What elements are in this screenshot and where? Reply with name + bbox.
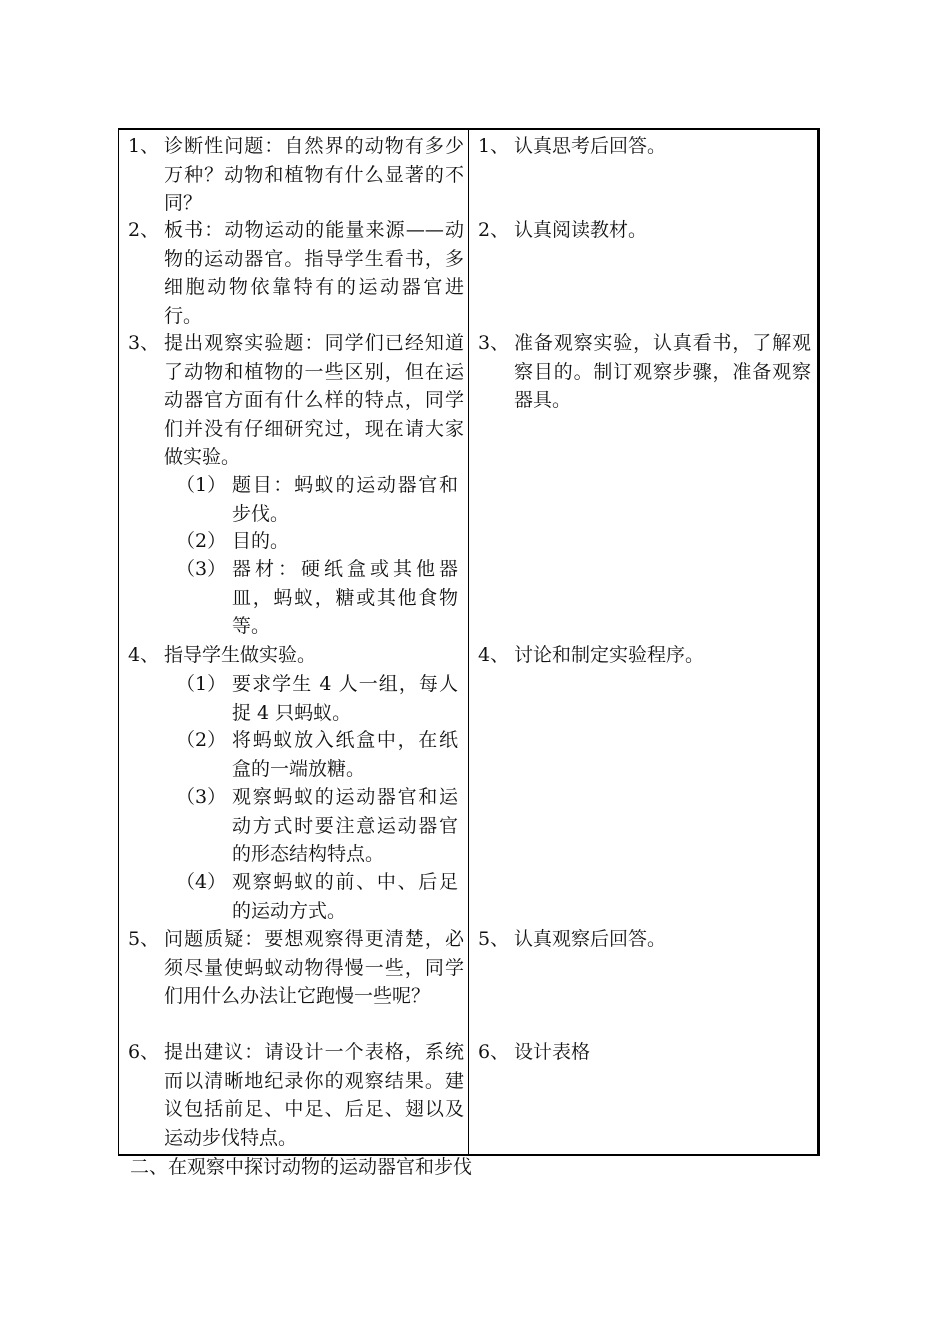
subitem-text: 题目：蚂蚁的运动器官和步伐。	[232, 474, 458, 525]
student-item-2	[478, 216, 811, 245]
subitem-text: 将蚂蚁放入纸盒中，在纸盒的一端放糖。	[232, 729, 458, 780]
subitem-number: （1）	[176, 474, 227, 496]
column-divider	[468, 128, 469, 1156]
subitem-number: （3）	[176, 786, 227, 808]
subitem-text: 器材：硬纸盒或其他器皿，蚂蚁，糖或其他食物等。	[232, 558, 458, 637]
item-text: 问题质疑：要想观察得更清楚，必须尽量使蚂蚁动物得慢一些，同学们用什么办法让它跑慢一些呢？	[164, 928, 464, 1007]
teacher-subitem-4-2	[176, 726, 458, 783]
subitem-number: （1）	[176, 673, 227, 695]
student-item-5	[478, 925, 811, 954]
item-text: 提出观察实验题：同学们已经知道了动物和植物的一些区别，但在运动器官方面有什么样的特点，同学们并没有仔细研究过，现在请大家做实验。	[164, 332, 464, 468]
item-text: 提出建议：请设计一个表格，系统而以清晰地纪录你的观察结果。建议包括前足、中足、后足、翅以及运动步伐特点。	[164, 1041, 464, 1149]
student-item-6	[478, 1038, 811, 1067]
item-text: 认真阅读教材。	[514, 219, 648, 241]
item-number: 1、	[478, 135, 510, 157]
item-number: 5、	[478, 928, 510, 950]
teacher-subitem-3-2	[176, 527, 458, 556]
teacher-subitem-4-3	[176, 783, 458, 869]
subitem-number: （2）	[176, 729, 227, 751]
item-number: 2、	[128, 219, 160, 241]
item-text: 准备观察实验，认真看书，了解观察目的。制订观察步骤，准备观察器具。	[514, 332, 811, 411]
table-left-border	[118, 128, 119, 1156]
teacher-item-2	[128, 216, 464, 330]
teacher-item-1	[128, 132, 464, 218]
item-text: 认真思考后回答。	[514, 135, 667, 157]
teacher-item-6	[128, 1038, 464, 1152]
subitem-text: 观察蚂蚁的运动器官和运动方式时要注意运动器官的形态结构特点。	[232, 786, 458, 865]
teacher-item-3	[128, 329, 464, 472]
subitem-text: 观察蚂蚁的前、中、后足的运动方式。	[232, 871, 458, 922]
student-item-3	[478, 329, 811, 415]
item-number: 1、	[128, 135, 160, 157]
subitem-text: 目的。	[232, 530, 290, 552]
teacher-item-4	[128, 641, 464, 670]
item-number: 5、	[128, 928, 160, 950]
teacher-subitem-4-4	[176, 868, 458, 925]
teacher-subitem-3-3	[176, 555, 458, 641]
item-number: 3、	[478, 332, 510, 354]
item-number: 4、	[128, 644, 160, 666]
table-top-border	[118, 128, 820, 130]
item-text: 认真观察后回答。	[514, 928, 667, 950]
item-text: 设计表格	[514, 1041, 591, 1063]
subitem-number: （3）	[176, 558, 227, 580]
subitem-number: （2）	[176, 530, 227, 552]
student-item-1	[478, 132, 811, 161]
subitem-number: （4）	[176, 871, 227, 893]
teacher-subitem-4-1	[176, 670, 458, 727]
item-number: 2、	[478, 219, 510, 241]
table-right-border	[817, 128, 820, 1156]
lesson-table	[118, 128, 820, 1156]
section-heading: 二、在观察中探讨动物的运动器官和步伐	[130, 1156, 473, 1178]
item-text: 板书：动物运动的能量来源——动物的运动器官。指导学生看书，多细胞动物依靠特有的运动器官进行。	[164, 219, 464, 327]
item-text: 诊断性问题：自然界的动物有多少万种？动物和植物有什么显著的不同？	[164, 135, 464, 214]
item-number: 3、	[128, 332, 160, 354]
subitem-text: 要求学生 4 人一组，每人捉 4 只蚂蚁。	[232, 673, 458, 724]
student-item-4	[478, 641, 811, 670]
item-number: 6、	[478, 1041, 510, 1063]
item-text: 指导学生做实验。	[164, 644, 317, 666]
item-number: 4、	[478, 644, 510, 666]
teacher-item-5	[128, 925, 464, 1011]
teacher-subitem-3-1	[176, 471, 458, 528]
item-text: 讨论和制定实验程序。	[514, 644, 705, 666]
item-number: 6、	[128, 1041, 160, 1063]
